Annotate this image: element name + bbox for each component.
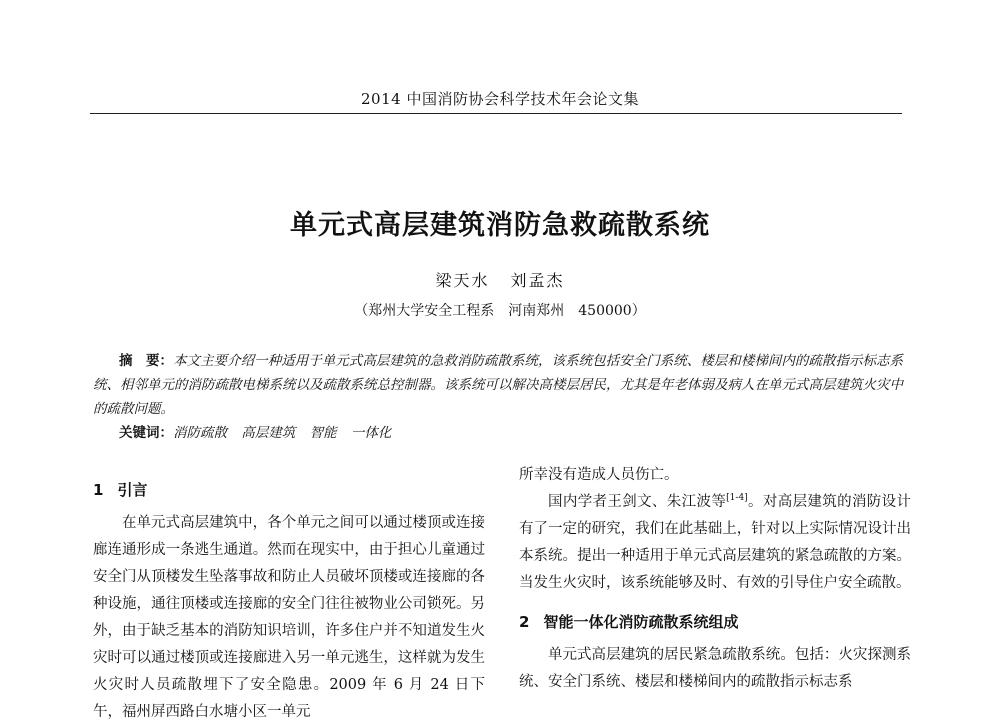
keywords-text: 消防疏散 高层建筑 智能 一体化 <box>173 425 392 441</box>
right-column <box>519 462 911 696</box>
authors: 梁天水 刘孟杰 <box>435 271 565 290</box>
affiliation: （郑州大学安全工程系 河南郑州 450000） <box>354 303 646 319</box>
keywords-label: 关键词： <box>119 425 173 441</box>
continuation-text: 所幸没有造成人员伤亡。 <box>519 467 679 483</box>
section-2-heading <box>519 609 911 636</box>
keywords <box>119 421 391 441</box>
left-column <box>93 477 485 726</box>
abstract-text: 本文主要介绍一种适用于单元式高层建筑的急救消防疏散系统，该系统包括安全门系统、楼层和楼梯间内的疏散指示标志系统、相邻单元的消防疏散电梯系统以及疏散系统总控制器。该系统可以解决高楼层居民，尤其是年老体弱及病人在单元式高层建筑火灾中的疏散问题。 <box>93 353 904 417</box>
paragraph-2-rest: 。对高层建筑的消防设计有了一定的研究，我们在此基础上，针对以上实际情况设计出本系统。提出一种适用于单元式高层建筑的紧急疏散的方案。当发生火灾时，该系统能够及时、有效的引导住户安全疏散。 <box>519 494 912 591</box>
section-1-number: 1 <box>93 481 104 499</box>
citation: [1-4] <box>726 493 748 504</box>
section-1-heading <box>93 477 485 504</box>
section-2-number: 2 <box>519 613 530 631</box>
section-2-title: 智能一体化消防疏散系统组成 <box>543 613 739 631</box>
abstract <box>93 349 903 421</box>
running-head: 2014 中国消防协会科学技术年会论文集 <box>361 90 639 108</box>
section-1-title: 引言 <box>117 481 148 499</box>
section-1-paragraph: 在单元式高层建筑中，各个单元之间可以通过楼顶或连接廊连通形成一条逃生通道。然而在现实中，由于担心儿童通过安全门从顶楼发生坠落事故和防止人员破坏顶楼或连接廊的各种设施，通往顶楼或连接廊的安全门往往被物业公司锁死。另外，由于缺乏基本的消防知识培训，许多住户并不知道发生火灾时可以通过楼顶或连接廊进入另一单元逃生，这样就为发生火灾时人员疏散埋下了安全隐患。2009 年 6 月 24 日下午，福州屏西路白水塘小区一单元 <box>93 515 485 720</box>
paper-title: 单元式高层建筑消防急救疏散系统 <box>290 210 710 241</box>
header-rule <box>90 113 902 114</box>
paragraph-2-start: 国内学者王剑文、朱江波等 <box>548 494 727 510</box>
paragraph-2 <box>519 489 911 597</box>
section-2-paragraph: 单元式高层建筑的居民紧急疏散系统。包括：火灾探测系统、安全门系统、楼层和楼梯间内的疏散指示标志系 <box>519 647 911 690</box>
abstract-label: 摘 要： <box>119 353 174 369</box>
